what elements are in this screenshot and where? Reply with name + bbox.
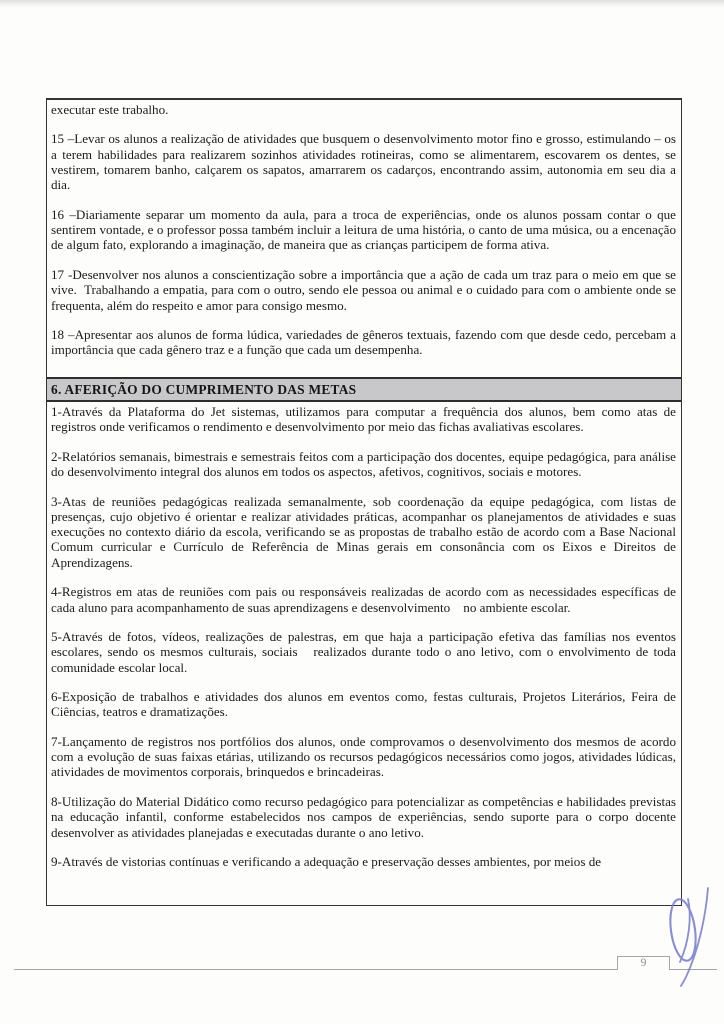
paragraph-meta-8: 8-Utilização do Material Didático como recurso pedagógico para potencializar as competências e habilidades previstas na educação infantil, conforme estabelecidos nos campos de experiências, sendo suporte para o corpo docente desenvolver as atividades planejadas e executadas durante o ano letivo. <box>51 793 676 840</box>
section-header-aferição: 6. AFERIÇÃO DO CUMPRIMENTO DAS METAS <box>47 377 681 402</box>
paragraph-meta-1: 1-Através da Plataforma do Jet sistemas, utilizamos para computar a frequência dos alunos, bem como atas de registros onde verificamos o rendimento e desenvolvimento por meio das fichas avaliativas escolares. <box>51 404 676 435</box>
paragraph-meta-7: 7-Lançamento de registros nos portfólios dos alunos, onde comprovamos o desenvolvimento dos mesmos de acordo com a evolução de suas faixas etárias, utilizando os recursos pedagógicos necessários como jogos, atividades lúdicas, atividades de movimentos corporais, brinquedos e brincadeiras. <box>51 733 676 780</box>
paragraph-meta-4: 4-Registros em atas de reuniões com pais ou responsáveis realizadas de acordo com as necessidades específicas de cada aluno para acompanhamento de suas aprendizagens e desenvolvimento no ambiente escolar. <box>51 584 676 615</box>
paragraph-item-15: 15 –Levar os alunos a realização de atividades que busquem o desenvolvimento motor fino e grosso, estimulando – os a terem habilidades para realizarem sozinhos atividades rotineiras, como se alimentarem, escovarem os dentes, se vestirem, tomarem banho, calçarem os sapatos, amarrarem os cadarços, encontrando assim, autonomia em seu dia a dia. <box>51 131 676 193</box>
scan-edge-shadow <box>0 0 724 7</box>
paragraph-meta-6: 6-Exposição de trabalhos e atividades dos alunos em eventos como, festas culturais, Projetos Literários, Feira de Ciências, teatros e dramatizações. <box>51 689 676 720</box>
content-table <box>46 98 682 906</box>
paragraph-meta-3: 3-Atas de reuniões pedagógicas realizada semanalmente, sob coordenação da equipe pedagógica, com listas de presenças, cujo objetivo é orientar e realizar atividades práticas, acompanhar os planejamentos de atividades e suas execuções no contexto diário da escola, verificando se as propostas de trabalho estão de acordo com a Base Nacional Comum curricular e Currículo de Referência de Minas gerais em consonância com os Eixos e Direitos de Aprendizagens. <box>51 493 676 570</box>
section-goals <box>47 100 681 377</box>
section-metas <box>47 402 681 869</box>
paragraph-intro: executar este trabalho. <box>51 102 169 117</box>
paragraph-meta-5: 5-Através de fotos, vídeos, realizações de palestras, em que haja a participação efetiva das famílias nos eventos escolares, sendo os mesmos culturais, sociais realizados durante todo o ano letivo, com o envolvimento de toda comunidade escolar local. <box>51 629 676 675</box>
signature-scribble <box>655 882 724 997</box>
paragraph-item-16: 16 –Diariamente separar um momento da aula, para a troca de experiências, onde os alunos possam contar o que sentirem vontade, e o professor possa também incluir a leitura de uma história, o canto de uma música, ou a encenação de algum fato, explorando a imaginação, de maneira que as crianças participem de forma ativa. <box>51 206 676 253</box>
footer-rule-left <box>14 969 617 970</box>
paragraph-meta-2: 2-Relatórios semanais, bimestrais e semestrais feitos com a participação dos docentes, equipe pedagógica, para análise do desenvolvimento integral dos alunos em todos os aspectos, afetivos, cognitivos, sociais e motores. <box>51 448 676 480</box>
page-number: 9 <box>640 957 647 969</box>
paragraph-item-17: 17 -Desenvolver nos alunos a conscientização sobre a importância que a ação de cada um traz para o meio em que se vive. Trabalhando a empatia, para com o outro, sendo ele pessoa ou animal e o cuidado para com o ambiente onde se frequenta, além do respeito e amor para consigo mesmo. <box>51 266 676 313</box>
paragraph-item-18: 18 –Apresentar aos alunos de forma lúdica, variedades de gêneros textuais, fazendo com que desde cedo, percebam a importância que cada gênero traz e a função que cada um desempenha. <box>51 327 676 358</box>
paragraph-meta-9: 9-Através de vistorias contínuas e verificando a adequação e preservação desses ambientes, por meios de <box>51 854 602 870</box>
signature-ink-group <box>667 888 708 986</box>
